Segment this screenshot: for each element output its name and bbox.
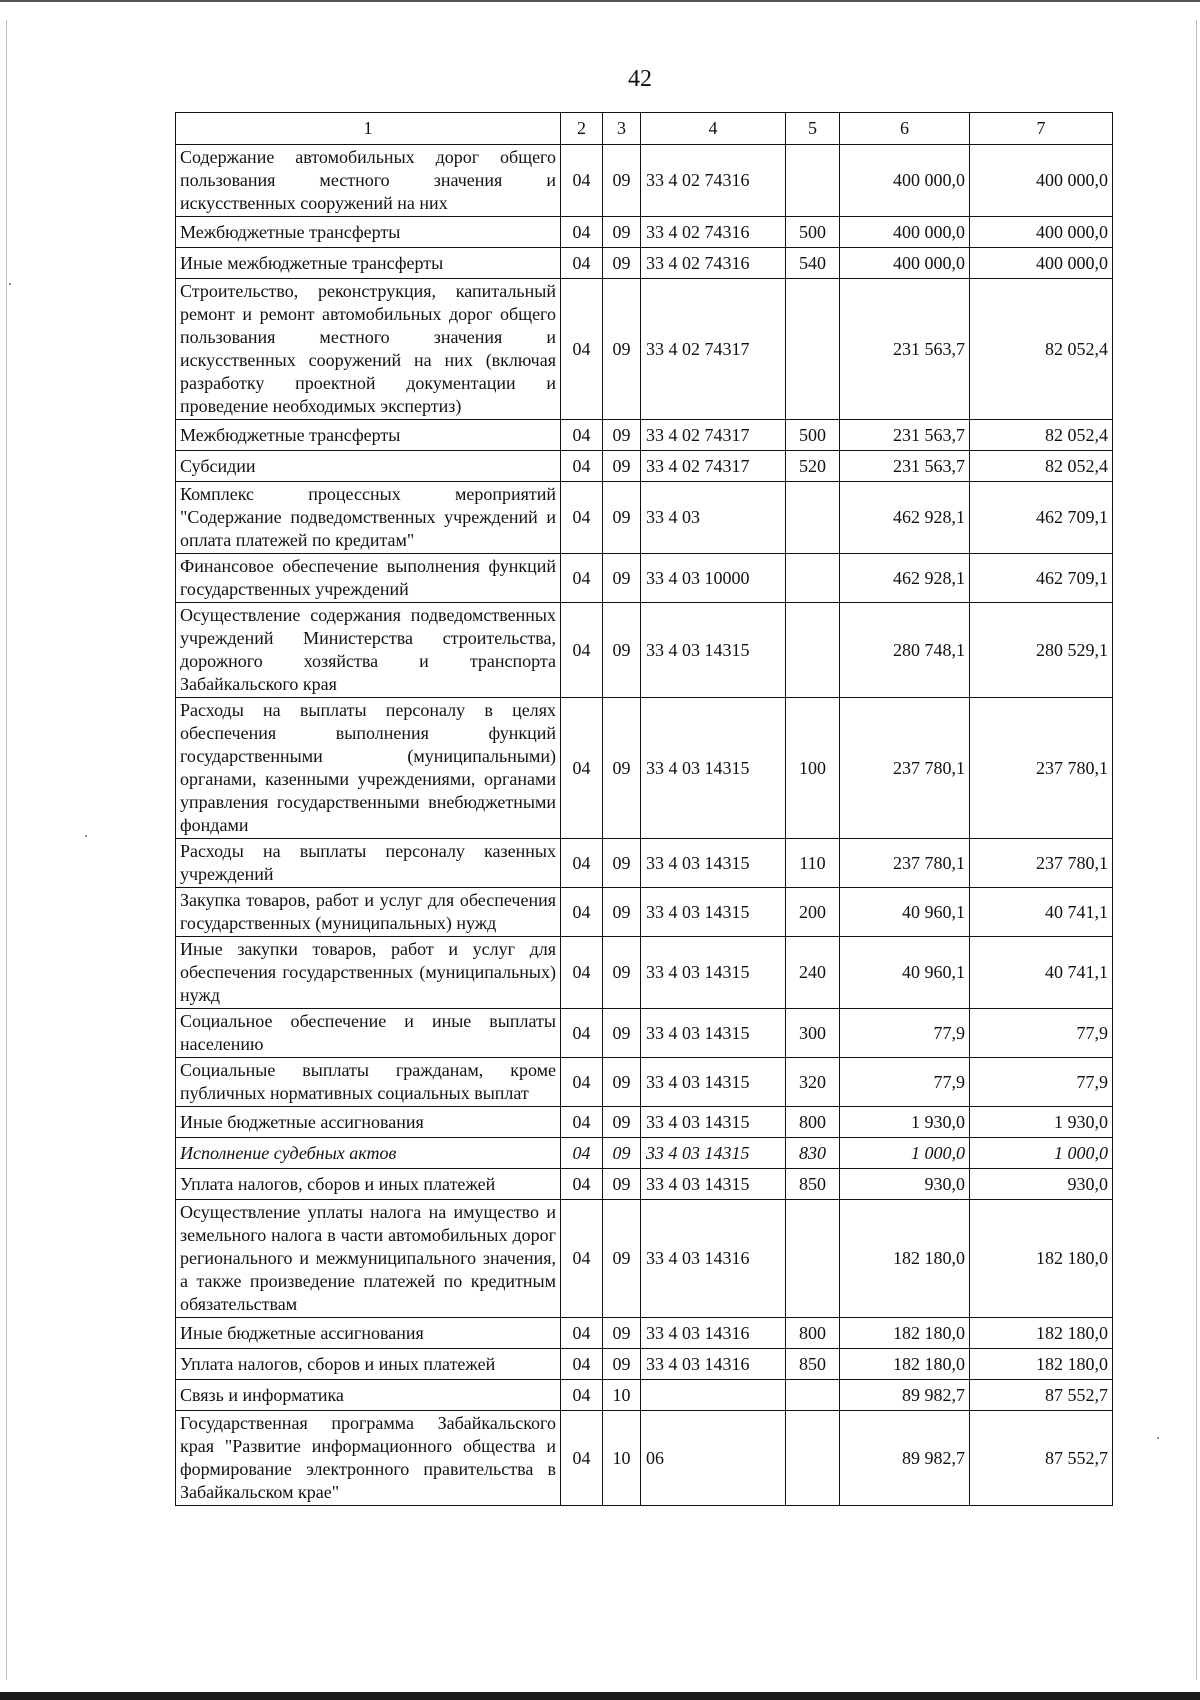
column-header: 4	[641, 113, 786, 145]
expense-type-cell	[786, 1200, 840, 1318]
row-name-cell: Иные бюджетные ассигнования	[176, 1107, 561, 1138]
expense-type-cell	[786, 279, 840, 420]
row-name-cell: Расходы на выплаты персоналу в целях обеспечения выполнения функций государственными (муниципальными) органами, казенными учреждениями, органами управления государственными внебюджетными фондами	[176, 698, 561, 839]
target-code-cell: 06	[641, 1411, 786, 1506]
target-code-cell: 33 4 03 14315	[641, 1169, 786, 1200]
table-row	[176, 1411, 1113, 1506]
scan-artifact: ·	[8, 278, 13, 293]
expense-type-cell: 500	[786, 217, 840, 248]
scan-edge-right	[1196, 20, 1197, 1680]
amount-year2-cell: 40 741,1	[970, 888, 1113, 937]
scan-edge-bottom	[0, 1692, 1200, 1700]
target-code-cell: 33 4 02 74316	[641, 248, 786, 279]
subsection-cell: 09	[603, 1058, 641, 1107]
row-name-cell: Уплата налогов, сборов и иных платежей	[176, 1169, 561, 1200]
section-cell: 04	[561, 248, 603, 279]
amount-year2-cell: 237 780,1	[970, 839, 1113, 888]
row-name-cell: Содержание автомобильных дорог общего пользования местного значения и искусственных сооружений на них	[176, 145, 561, 217]
section-cell: 04	[561, 1169, 603, 1200]
expense-type-cell: 240	[786, 937, 840, 1009]
expense-type-cell: 850	[786, 1349, 840, 1380]
section-cell: 04	[561, 1380, 603, 1411]
section-cell: 04	[561, 698, 603, 839]
amount-year1-cell: 237 780,1	[840, 698, 970, 839]
table-row	[176, 279, 1113, 420]
row-name-cell: Социальное обеспечение и иные выплаты населению	[176, 1009, 561, 1058]
amount-year1-cell: 40 960,1	[840, 888, 970, 937]
amount-year2-cell: 462 709,1	[970, 554, 1113, 603]
section-cell: 04	[561, 1349, 603, 1380]
column-header: 6	[840, 113, 970, 145]
section-cell: 04	[561, 1318, 603, 1349]
row-name-cell: Исполнение судебных актов	[176, 1138, 561, 1169]
subsection-cell: 09	[603, 482, 641, 554]
amount-year1-cell: 40 960,1	[840, 937, 970, 1009]
target-code-cell: 33 4 03 14315	[641, 1107, 786, 1138]
amount-year1-cell: 1 000,0	[840, 1138, 970, 1169]
table-row	[176, 145, 1113, 217]
expense-type-cell	[786, 482, 840, 554]
target-code-cell: 33 4 02 74317	[641, 451, 786, 482]
table-row	[176, 603, 1113, 698]
amount-year1-cell: 462 928,1	[840, 554, 970, 603]
section-cell: 04	[561, 554, 603, 603]
target-code-cell: 33 4 02 74316	[641, 217, 786, 248]
header-row	[176, 113, 1113, 145]
target-code-cell: 33 4 03 14316	[641, 1318, 786, 1349]
subsection-cell: 09	[603, 1349, 641, 1380]
table-row	[176, 839, 1113, 888]
amount-year2-cell: 40 741,1	[970, 937, 1113, 1009]
subsection-cell: 09	[603, 451, 641, 482]
amount-year1-cell: 400 000,0	[840, 145, 970, 217]
scan-edge-top	[0, 0, 1200, 2]
expense-type-cell: 850	[786, 1169, 840, 1200]
amount-year2-cell: 400 000,0	[970, 145, 1113, 217]
expense-type-cell: 300	[786, 1009, 840, 1058]
subsection-cell: 09	[603, 279, 641, 420]
amount-year2-cell: 82 052,4	[970, 420, 1113, 451]
amount-year1-cell: 231 563,7	[840, 451, 970, 482]
target-code-cell: 33 4 03 14316	[641, 1200, 786, 1318]
expense-type-cell	[786, 1411, 840, 1506]
amount-year1-cell: 89 982,7	[840, 1380, 970, 1411]
table-row	[176, 248, 1113, 279]
table-row	[176, 1380, 1113, 1411]
row-name-cell: Осуществление содержания подведомственных учреждений Министерства строительства, дорожного хозяйства и транспорта Забайкальского края	[176, 603, 561, 698]
section-cell: 04	[561, 1411, 603, 1506]
subsection-cell: 10	[603, 1411, 641, 1506]
amount-year1-cell: 400 000,0	[840, 248, 970, 279]
column-header: 2	[561, 113, 603, 145]
amount-year2-cell: 87 552,7	[970, 1380, 1113, 1411]
target-code-cell: 33 4 03 14315	[641, 1058, 786, 1107]
expense-type-cell	[786, 145, 840, 217]
amount-year2-cell: 82 052,4	[970, 451, 1113, 482]
section-cell: 04	[561, 145, 603, 217]
amount-year2-cell: 77,9	[970, 1058, 1113, 1107]
section-cell: 04	[561, 888, 603, 937]
amount-year2-cell: 237 780,1	[970, 698, 1113, 839]
table-row	[176, 888, 1113, 937]
expense-type-cell	[786, 554, 840, 603]
subsection-cell: 10	[603, 1380, 641, 1411]
target-code-cell: 33 4 03 14315	[641, 1009, 786, 1058]
row-name-cell: Межбюджетные трансферты	[176, 420, 561, 451]
amount-year2-cell: 1 000,0	[970, 1138, 1113, 1169]
amount-year1-cell: 462 928,1	[840, 482, 970, 554]
table-row	[176, 217, 1113, 248]
subsection-cell: 09	[603, 554, 641, 603]
section-cell: 04	[561, 1107, 603, 1138]
table-row	[176, 1169, 1113, 1200]
target-code-cell: 33 4 02 74317	[641, 279, 786, 420]
expense-type-cell: 500	[786, 420, 840, 451]
column-header: 7	[970, 113, 1113, 145]
table-row	[176, 1107, 1113, 1138]
expense-type-cell: 540	[786, 248, 840, 279]
expense-type-cell: 830	[786, 1138, 840, 1169]
subsection-cell: 09	[603, 698, 641, 839]
amount-year1-cell: 930,0	[840, 1169, 970, 1200]
amount-year1-cell: 231 563,7	[840, 279, 970, 420]
row-name-cell: Иные закупки товаров, работ и услуг для обеспечения государственных (муниципальных) нужд	[176, 937, 561, 1009]
amount-year1-cell: 77,9	[840, 1009, 970, 1058]
target-code-cell: 33 4 03	[641, 482, 786, 554]
subsection-cell: 09	[603, 1200, 641, 1318]
amount-year2-cell: 182 180,0	[970, 1349, 1113, 1380]
amount-year1-cell: 182 180,0	[840, 1200, 970, 1318]
target-code-cell: 33 4 03 14315	[641, 698, 786, 839]
amount-year1-cell: 182 180,0	[840, 1349, 970, 1380]
amount-year1-cell: 231 563,7	[840, 420, 970, 451]
row-name-cell: Субсидии	[176, 451, 561, 482]
target-code-cell	[641, 1380, 786, 1411]
target-code-cell: 33 4 03 14315	[641, 839, 786, 888]
row-name-cell: Закупка товаров, работ и услуг для обеспечения государственных (муниципальных) нужд	[176, 888, 561, 937]
section-cell: 04	[561, 839, 603, 888]
row-name-cell: Уплата налогов, сборов и иных платежей	[176, 1349, 561, 1380]
budget-table	[175, 112, 1113, 1506]
amount-year2-cell: 182 180,0	[970, 1318, 1113, 1349]
table-row	[176, 554, 1113, 603]
subsection-cell: 09	[603, 937, 641, 1009]
section-cell: 04	[561, 420, 603, 451]
target-code-cell: 33 4 02 74317	[641, 420, 786, 451]
amount-year2-cell: 400 000,0	[970, 217, 1113, 248]
amount-year2-cell: 87 552,7	[970, 1411, 1113, 1506]
expense-type-cell: 100	[786, 698, 840, 839]
row-name-cell: Комплекс процессных мероприятий "Содержание подведомственных учреждений и оплата платежей по кредитам"	[176, 482, 561, 554]
target-code-cell: 33 4 03 14315	[641, 937, 786, 1009]
row-name-cell: Иные межбюджетные трансферты	[176, 248, 561, 279]
table-row	[176, 698, 1113, 839]
expense-type-cell	[786, 603, 840, 698]
section-cell: 04	[561, 451, 603, 482]
subsection-cell: 09	[603, 248, 641, 279]
table-row	[176, 482, 1113, 554]
table-row	[176, 1200, 1113, 1318]
table-row	[176, 1349, 1113, 1380]
subsection-cell: 09	[603, 420, 641, 451]
subsection-cell: 09	[603, 1009, 641, 1058]
column-header: 3	[603, 113, 641, 145]
expense-type-cell: 110	[786, 839, 840, 888]
target-code-cell: 33 4 03 14315	[641, 888, 786, 937]
scan-artifact: ·	[84, 830, 89, 845]
expense-type-cell: 800	[786, 1318, 840, 1349]
table-row	[176, 1058, 1113, 1107]
expense-type-cell: 800	[786, 1107, 840, 1138]
amount-year1-cell: 237 780,1	[840, 839, 970, 888]
target-code-cell: 33 4 03 14315	[641, 1138, 786, 1169]
table-body	[176, 145, 1113, 1506]
section-cell: 04	[561, 1200, 603, 1318]
subsection-cell: 09	[603, 603, 641, 698]
subsection-cell: 09	[603, 1107, 641, 1138]
amount-year1-cell: 1 930,0	[840, 1107, 970, 1138]
row-name-cell: Финансовое обеспечение выполнения функций государственных учреждений	[176, 554, 561, 603]
target-code-cell: 33 4 03 14316	[641, 1349, 786, 1380]
amount-year1-cell: 89 982,7	[840, 1411, 970, 1506]
row-name-cell: Иные бюджетные ассигнования	[176, 1318, 561, 1349]
amount-year2-cell: 400 000,0	[970, 248, 1113, 279]
row-name-cell: Государственная программа Забайкальского края "Развитие информационного общества и формирование электронного правительства в Забайкальском крае"	[176, 1411, 561, 1506]
section-cell: 04	[561, 279, 603, 420]
subsection-cell: 09	[603, 217, 641, 248]
column-header: 1	[176, 113, 561, 145]
amount-year1-cell: 77,9	[840, 1058, 970, 1107]
column-header: 5	[786, 113, 840, 145]
section-cell: 04	[561, 1138, 603, 1169]
amount-year2-cell: 77,9	[970, 1009, 1113, 1058]
expense-type-cell: 200	[786, 888, 840, 937]
amount-year2-cell: 930,0	[970, 1169, 1113, 1200]
row-name-cell: Межбюджетные трансферты	[176, 217, 561, 248]
subsection-cell: 09	[603, 145, 641, 217]
subsection-cell: 09	[603, 1169, 641, 1200]
amount-year2-cell: 280 529,1	[970, 603, 1113, 698]
section-cell: 04	[561, 217, 603, 248]
scan-artifact: ·	[1156, 1432, 1161, 1447]
amount-year1-cell: 182 180,0	[840, 1318, 970, 1349]
target-code-cell: 33 4 03 10000	[641, 554, 786, 603]
table-row	[176, 451, 1113, 482]
target-code-cell: 33 4 03 14315	[641, 603, 786, 698]
page-number: 42	[628, 66, 652, 92]
table-row	[176, 420, 1113, 451]
table-row	[176, 937, 1113, 1009]
row-name-cell: Расходы на выплаты персоналу казенных учреждений	[176, 839, 561, 888]
row-name-cell: Социальные выплаты гражданам, кроме публичных нормативных социальных выплат	[176, 1058, 561, 1107]
amount-year2-cell: 182 180,0	[970, 1200, 1113, 1318]
section-cell: 04	[561, 482, 603, 554]
subsection-cell: 09	[603, 1318, 641, 1349]
subsection-cell: 09	[603, 1138, 641, 1169]
table-row	[176, 1009, 1113, 1058]
row-name-cell: Строительство, реконструкция, капитальный ремонт и ремонт автомобильных дорог общего пользования местного значения и искусственных сооружений на них (включая разработку проектной документации и проведение необходимых экспертиз)	[176, 279, 561, 420]
row-name-cell: Связь и информатика	[176, 1380, 561, 1411]
subsection-cell: 09	[603, 839, 641, 888]
section-cell: 04	[561, 937, 603, 1009]
scan-edge-left	[6, 20, 7, 1680]
section-cell: 04	[561, 1009, 603, 1058]
amount-year1-cell: 400 000,0	[840, 217, 970, 248]
amount-year2-cell: 462 709,1	[970, 482, 1113, 554]
expense-type-cell: 520	[786, 451, 840, 482]
target-code-cell: 33 4 02 74316	[641, 145, 786, 217]
expense-type-cell: 320	[786, 1058, 840, 1107]
subsection-cell: 09	[603, 888, 641, 937]
expense-type-cell	[786, 1380, 840, 1411]
table-row	[176, 1318, 1113, 1349]
amount-year2-cell: 1 930,0	[970, 1107, 1113, 1138]
row-name-cell: Осуществление уплаты налога на имущество и земельного налога в части автомобильных дорог регионального и межмуниципального значения, а также произведение платежей по кредитным обязательствам	[176, 1200, 561, 1318]
section-cell: 04	[561, 1058, 603, 1107]
amount-year2-cell: 82 052,4	[970, 279, 1113, 420]
table-row	[176, 1138, 1113, 1169]
amount-year1-cell: 280 748,1	[840, 603, 970, 698]
section-cell: 04	[561, 603, 603, 698]
